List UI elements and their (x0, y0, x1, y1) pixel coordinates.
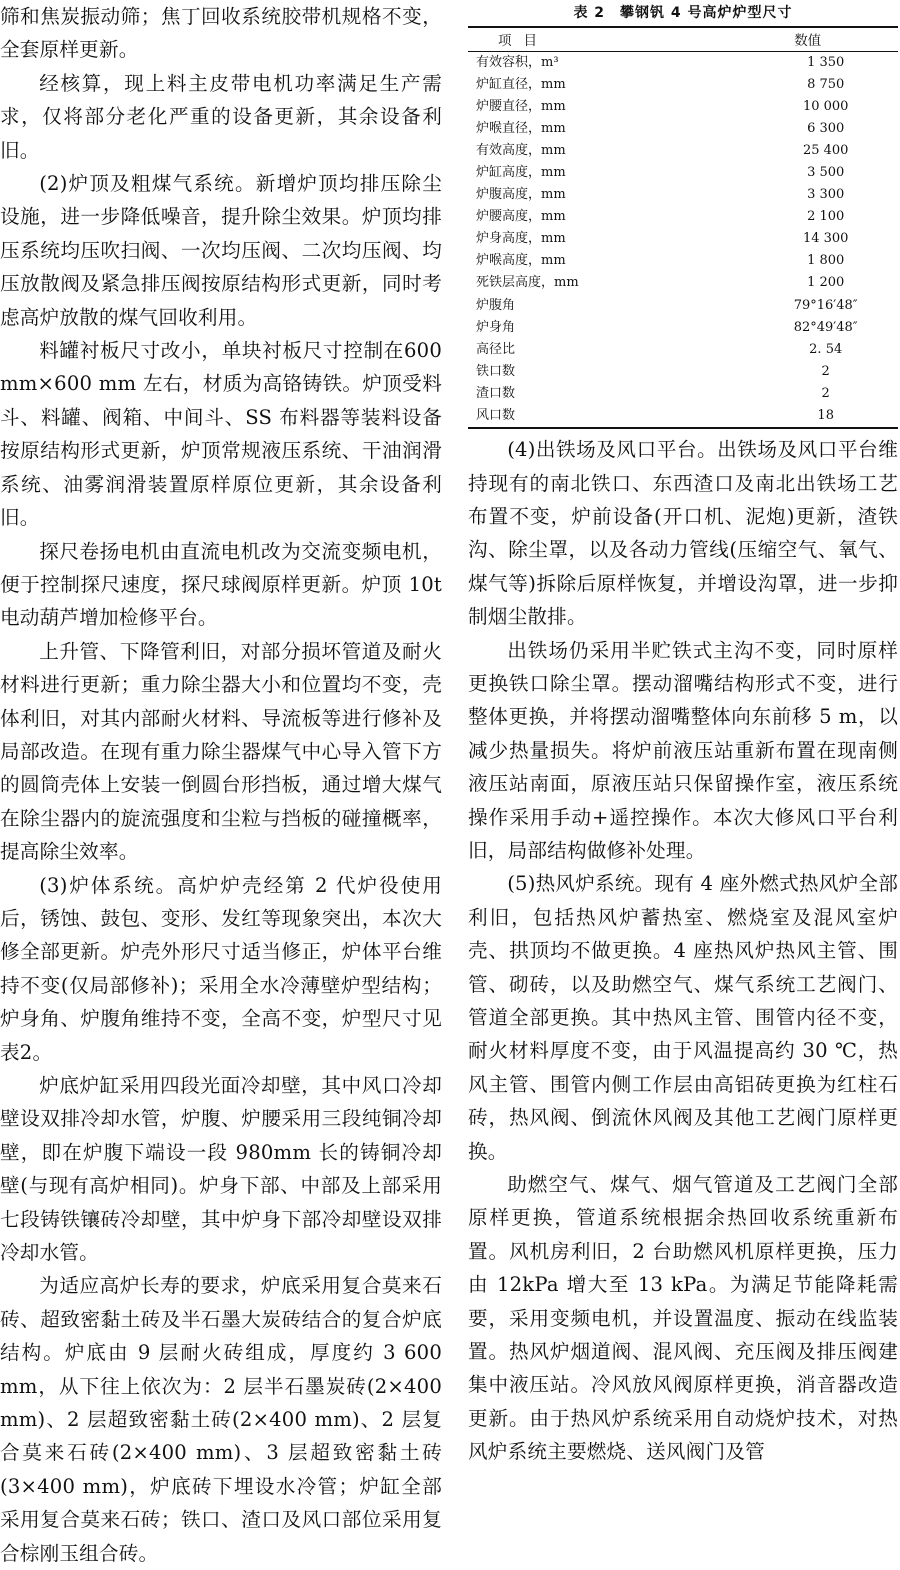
row-value: 2 100 (807, 209, 845, 225)
row-value: 25 400 (802, 142, 849, 158)
row-item: 死铁层高度，mm (476, 275, 579, 291)
table-row (468, 250, 898, 272)
row-item: 炉腰直径，mm (476, 98, 566, 114)
table-row (468, 206, 898, 228)
table-row (468, 74, 898, 96)
paragraph: 上升管、下降管利旧，对部分损坏管道及耐火材料进行更新；重力除尘器大小和位置均不变，壳体利旧，对其内部耐火材料、导流板等进行修补及局部改造。在现有重力除尘器煤气中心导入管下方的圆筒壳体上安装一倒圆台形挡板，通过增大煤气在除尘器内的旋流强度和尘粒与挡板的碰撞概率，提高除尘效率。 (0, 639, 442, 864)
paragraph: 料罐衬板尺寸改小，单块衬板尺寸控制在600 mm×600 mm 左右，材质为高铬铸铁。炉顶受料斗、料罐、阀箱、中间斗、SS 布料器等装料设备按原结构形式更新，炉顶常规液压系统、干油润滑系统、油雾润滑装置原样原位更新，其余设备利旧。 (0, 339, 442, 530)
row-value: 1 800 (807, 253, 845, 269)
paragraph: (4)出铁场及风口平台。出铁场及风口平台维持现有的南北铁口、东西渣口及南北出铁场工艺布置不变，炉前设备(开口机、泥炮)更新，渣铁沟、除尘罩，以及各动力管线(压缩空气、氧气、煤气等)拆除后原样恢复，并增设沟罩，进一步抑制烟尘散排。 (468, 438, 898, 629)
row-value: 8 750 (807, 76, 845, 92)
row-value: 18 (817, 408, 834, 423)
paragraph: 助燃空气、煤气、烟气管道及工艺阀门全部原样更换，管道系统根据余热回收系统重新布置。风机房利旧，2 台助燃风机原样更换，压力由 12kPa 增大至 13 kPa。为满足节能降耗需要，采用变频电机，并设置温度、振动在线监装置。热风炉烟道阀、混风阀、充压阀及排压阀建集中液压站。冷风放风阀原样更换，消音器改造更新。由于热风炉系统采用自动烧炉技术，对热风炉系统主要燃烧、送风阀门及管 (468, 1173, 898, 1464)
table-row (468, 184, 898, 206)
table-row (468, 162, 898, 184)
paragraph: 出铁场仍采用半贮铁式主沟不变，同时原样更换铁口除尘罩。摆动溜嘴结构形式不变，进行整体更换，并将摆动溜嘴整体向东前移 5 m，以减少热量损失。将炉前液压站重新布置在现南侧液压站南面，原液压站只保留操作室，液压系统操作采用手动+遥控操作。本次大修风口平台利旧，局部结构做修补处理。 (468, 638, 898, 862)
table-row (468, 317, 898, 339)
row-value: 14 300 (802, 231, 849, 247)
table-row (468, 405, 898, 428)
table-row (468, 96, 898, 118)
row-item: 渣口数 (476, 385, 516, 401)
header-value: 数值 (717, 27, 898, 51)
paragraph: 探尺卷扬电机由直流电机改为交流变频电机，便于控制探尺速度，探尺球阀原样更新。炉顶 10t 电动葫芦增加检修平台。 (0, 539, 442, 630)
right-paragraphs (468, 433, 898, 1469)
table-row (468, 272, 898, 294)
row-value: 1 350 (807, 54, 845, 70)
row-value: 3 500 (807, 164, 845, 180)
left-column (0, 0, 442, 1570)
paragraph: (5)热风炉系统。现有 4 座外燃式热风炉全部利旧，包括热风炉蓄热室、燃烧室及混风室炉壳、拱顶均不做更换。4 座热风炉热风主管、围管、砌砖，以及助燃空气、煤气系统工艺阀门、管道全部更换。其中热风主管、围管内径不变，耐火材料厚度不变，由于风温提高约 30 ℃，热风主管、围管内侧工作层由高铝砖更换为红柱石砖，热风阀、倒流休风阀及其他工艺阀门原样更换。 (468, 872, 898, 1163)
table-row (468, 51, 898, 74)
paragraph: (2)炉顶及粗煤气系统。新增炉顶均排压除尘设施，进一步降低噪音，提升除尘效果。炉顶均排压系统均压吹扫阀、一次均压阀、二次均压阀、均压放散阀及紧急排压阀按原结构形式更新，同时考虑高炉放散的煤气回收利用。 (0, 172, 442, 329)
row-value: 82°49′48″ (793, 319, 858, 335)
table-row (468, 228, 898, 250)
row-item: 铁口数 (476, 363, 516, 379)
row-value: 6 300 (807, 120, 845, 136)
row-value: 79°16′48″ (793, 297, 858, 313)
table-header-row (468, 27, 898, 51)
row-item: 炉腹高度，mm (476, 187, 566, 203)
row-value: 2 (821, 363, 830, 379)
table-row (468, 140, 898, 162)
table-row (468, 383, 898, 405)
table-row (468, 339, 898, 361)
table-row (468, 118, 898, 140)
row-item: 高径比 (476, 341, 516, 357)
row-value: 10 000 (802, 98, 849, 114)
row-item: 有效高度，mm (476, 142, 566, 158)
row-value: 2. 54 (809, 341, 843, 357)
table-row (468, 295, 898, 317)
paragraph: 炉底炉缸采用四段光面冷却壁，其中风口冷却壁设双排冷却水管，炉腹、炉腰采用三段纯铜冷却壁，即在炉腹下端设一段 980mm 长的铸铜冷却壁(与现有高炉相同)。炉身下部、中部及上部采用七段铸铁镶砖冷却壁，其中炉身下部冷却壁设双排冷却水管。 (0, 1074, 442, 1265)
row-item: 炉喉高度，mm (476, 253, 566, 269)
header-item: 项目 (468, 27, 717, 51)
row-item: 炉腹角 (476, 297, 516, 313)
table-title: 表 2 攀钢钒 4 号高炉炉型尺寸 (573, 5, 793, 21)
row-item: 炉缸直径，mm (476, 76, 566, 92)
furnace-dimension-table (468, 26, 898, 429)
row-value: 2 (821, 385, 830, 401)
row-value: 3 300 (807, 187, 845, 203)
row-item: 炉身高度，mm (476, 231, 566, 247)
row-item: 炉喉直径，mm (476, 120, 566, 136)
paragraph: (3)炉体系统。高炉炉壳经第 2 代炉役使用后，锈蚀、鼓包、变形、发红等现象突出，本次大修全部更新。炉壳外形尺寸适当修正，炉体平台维持不变(仅局部修补)；采用全水冷薄壁炉型结构；炉身角、炉腹角维持不变，全高不变，炉型尺寸见表2。 (0, 873, 442, 1064)
right-column (468, 0, 898, 1469)
row-item: 炉身角 (476, 319, 516, 335)
table-body (468, 51, 898, 428)
row-value: 1 200 (807, 275, 845, 291)
table-row (468, 361, 898, 383)
row-item: 风口数 (476, 408, 516, 423)
row-item: 有效容积，m³ (476, 54, 559, 70)
paragraph: 为适应高炉长寿的要求，炉底采用复合莫来石砖、超致密黏土砖及半石墨大炭砖结合的复合炉底结构。炉底由 9 层耐火砖组成，厚度约 3 600 mm，从下往上依次为：2 层半石墨炭砖(2×400 mm)、2 层超致密黏土砖(2×400 mm)、2 层复合莫来石砖(2×400 mm)、3 层超致密黏土砖(3×400 mm)，炉底砖下埋设水冷管；炉缸全部采用复合莫来石砖；铁口、渣口及风口部位采用复合棕刚玉组合砖。 (0, 1274, 442, 1565)
row-item: 炉腰高度，mm (476, 209, 566, 225)
paragraph: 经核算，现上料主皮带电机功率满足生产需求，仅将部分老化严重的设备更新，其余设备利旧。 (0, 71, 442, 162)
paragraph: 筛和焦炭振动筛；焦丁回收系统胶带机规格不变，全套原样更新。 (0, 5, 442, 62)
row-item: 炉缸高度，mm (476, 164, 566, 180)
